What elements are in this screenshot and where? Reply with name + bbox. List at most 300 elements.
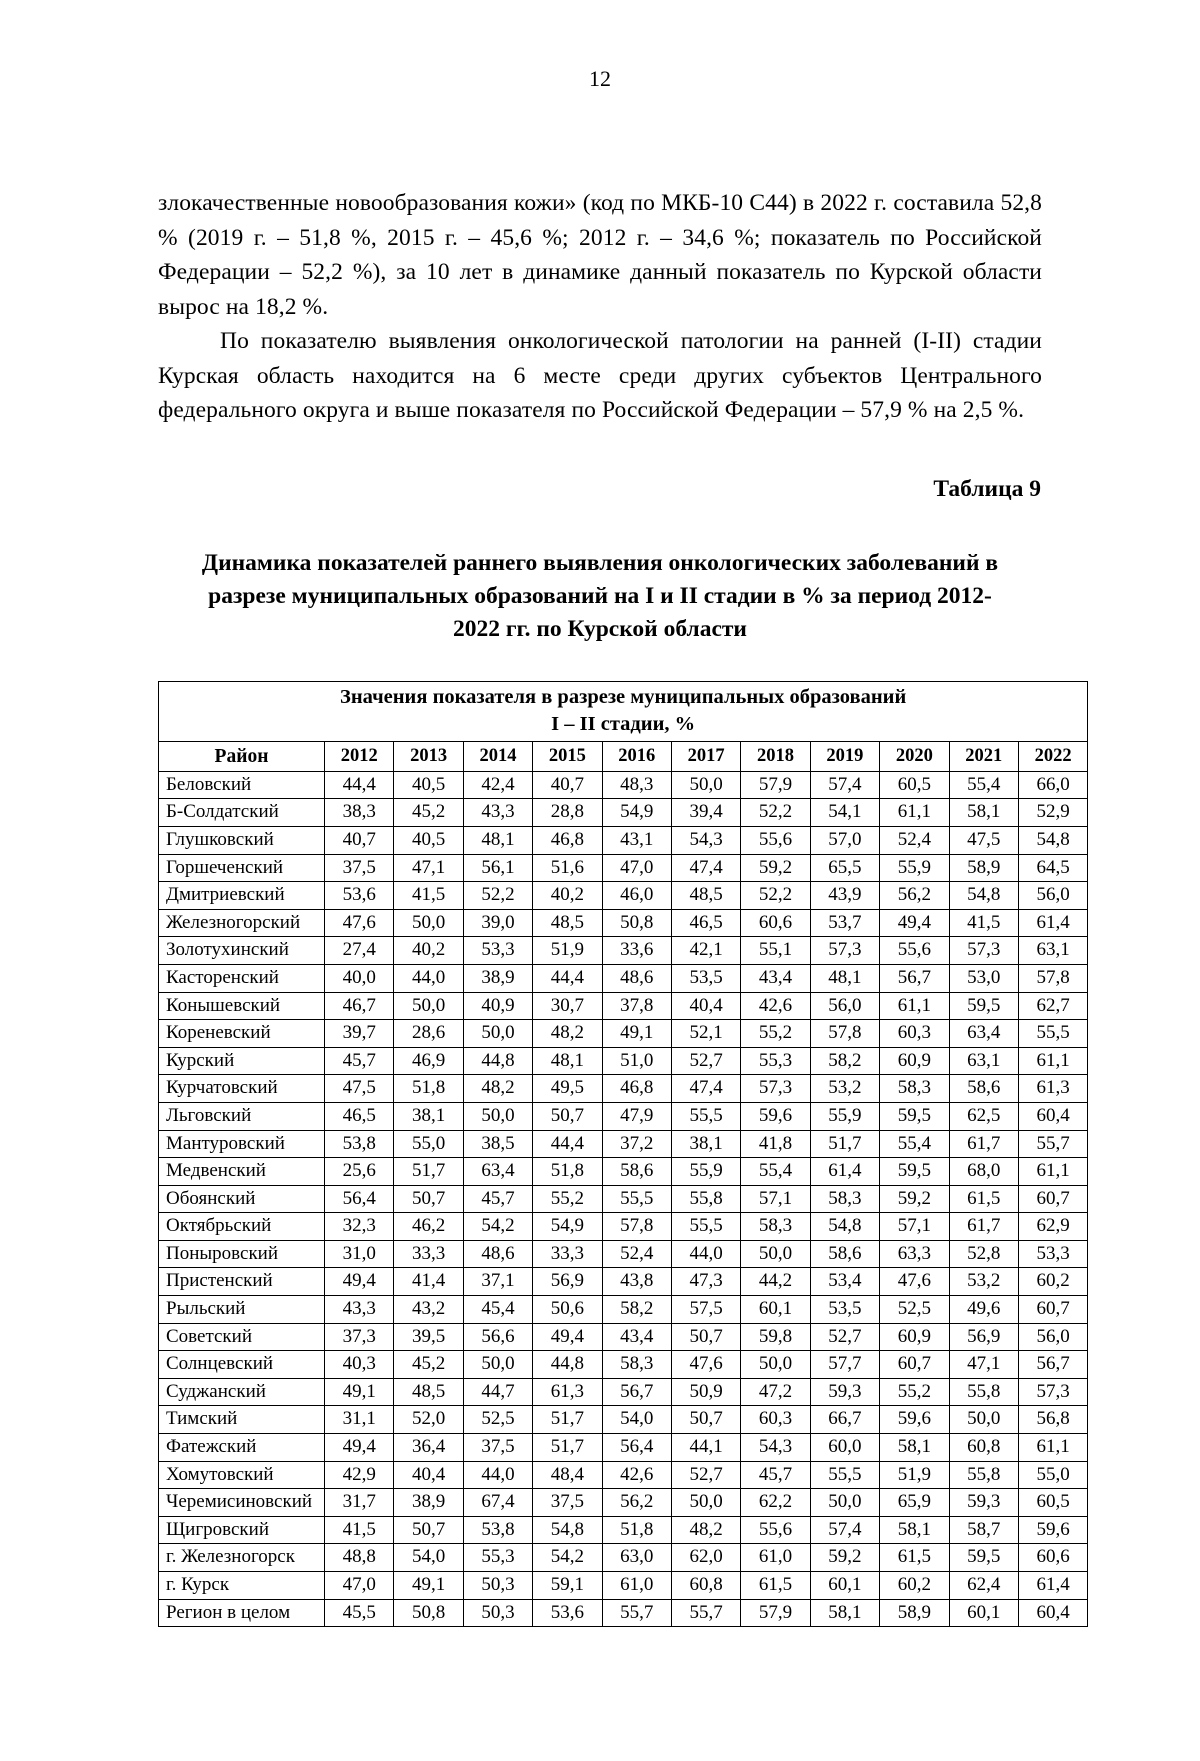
cell-value: 48,4 [533, 1461, 602, 1489]
cell-value: 50,9 [671, 1378, 740, 1406]
cell-value: 58,1 [949, 799, 1018, 827]
document-page [0, 68, 1200, 1761]
cell-value: 45,7 [741, 1461, 810, 1489]
cell-value: 33,6 [602, 937, 671, 965]
table-row [159, 1434, 1088, 1462]
cell-value: 52,7 [671, 1461, 740, 1489]
cell-value: 60,3 [880, 1020, 949, 1048]
cell-value: 61,4 [810, 1158, 879, 1186]
table-row [159, 1489, 1088, 1517]
cell-value: 48,2 [671, 1516, 740, 1544]
cell-value: 59,5 [949, 992, 1018, 1020]
cell-value: 48,6 [602, 964, 671, 992]
cell-value: 52,1 [671, 1020, 740, 1048]
cell-value: 58,3 [810, 1185, 879, 1213]
cell-value: 43,2 [394, 1296, 463, 1324]
cell-value: 50,8 [394, 1599, 463, 1627]
cell-value: 60,2 [880, 1572, 949, 1600]
table-row [159, 1158, 1088, 1186]
cell-value: 56,0 [1018, 1323, 1087, 1351]
cell-value: 50,3 [463, 1599, 532, 1627]
column-header-2015: 2015 [533, 741, 602, 771]
cell-value: 48,5 [394, 1378, 463, 1406]
cell-value: 49,4 [325, 1268, 394, 1296]
column-header-2018: 2018 [741, 741, 810, 771]
cell-value: 37,8 [602, 992, 671, 1020]
cell-value: 49,1 [602, 1020, 671, 1048]
row-label: Льговский [159, 1102, 325, 1130]
cell-value: 55,2 [880, 1378, 949, 1406]
paragraph-2: По показателю выявления онкологической патологии на ранней (I-II) стадии Курская область находится на 6 месте среди других субъектов Центрального федерального округа и выше показателя по Российской Федерации – 57,9 % на 2,5 %. [158, 328, 1042, 424]
cell-value: 38,3 [325, 799, 394, 827]
cell-value: 40,5 [394, 826, 463, 854]
row-label: Фатежский [159, 1434, 325, 1462]
cell-value: 40,5 [394, 771, 463, 799]
table-row [159, 1378, 1088, 1406]
cell-value: 48,2 [533, 1020, 602, 1048]
row-label: Курский [159, 1047, 325, 1075]
cell-value: 54,8 [1018, 826, 1087, 854]
cell-value: 61,4 [1018, 1572, 1087, 1600]
cell-value: 58,2 [810, 1047, 879, 1075]
cell-value: 50,7 [533, 1102, 602, 1130]
cell-value: 40,2 [533, 882, 602, 910]
cell-value: 57,8 [602, 1213, 671, 1241]
cell-value: 56,6 [463, 1323, 532, 1351]
cell-value: 61,3 [533, 1378, 602, 1406]
cell-value: 60,1 [949, 1599, 1018, 1627]
row-label: Советский [159, 1323, 325, 1351]
cell-value: 52,4 [880, 826, 949, 854]
cell-value: 65,5 [810, 854, 879, 882]
cell-value: 41,4 [394, 1268, 463, 1296]
cell-value: 53,5 [671, 964, 740, 992]
cell-value: 57,5 [671, 1296, 740, 1324]
cell-value: 50,0 [463, 1102, 532, 1130]
cell-value: 53,2 [949, 1268, 1018, 1296]
cell-value: 43,3 [463, 799, 532, 827]
cell-value: 60,9 [880, 1047, 949, 1075]
cell-value: 40,4 [394, 1461, 463, 1489]
table-row [159, 1213, 1088, 1241]
row-label: Поныровский [159, 1240, 325, 1268]
cell-value: 56,9 [533, 1268, 602, 1296]
cell-value: 46,0 [602, 882, 671, 910]
cell-value: 59,5 [949, 1544, 1018, 1572]
row-label: г. Курск [159, 1572, 325, 1600]
cell-value: 61,5 [880, 1544, 949, 1572]
cell-value: 57,9 [741, 1599, 810, 1627]
cell-value: 44,4 [325, 771, 394, 799]
cell-value: 60,8 [671, 1572, 740, 1600]
cell-value: 56,7 [880, 964, 949, 992]
cell-value: 51,7 [394, 1158, 463, 1186]
cell-value: 44,2 [741, 1268, 810, 1296]
cell-value: 56,8 [1018, 1406, 1087, 1434]
column-header-2012: 2012 [325, 741, 394, 771]
row-label: Беловский [159, 771, 325, 799]
cell-value: 47,4 [671, 1075, 740, 1103]
cell-value: 59,2 [741, 854, 810, 882]
cell-value: 37,5 [533, 1489, 602, 1517]
cell-value: 55,7 [671, 1599, 740, 1627]
cell-value: 38,9 [394, 1489, 463, 1517]
cell-value: 49,4 [325, 1434, 394, 1462]
cell-value: 39,0 [463, 909, 532, 937]
cell-value: 51,7 [533, 1406, 602, 1434]
cell-value: 57,4 [810, 1516, 879, 1544]
cell-value: 52,5 [880, 1296, 949, 1324]
row-label: Дмитриевский [159, 882, 325, 910]
cell-value: 55,8 [949, 1378, 1018, 1406]
cell-value: 44,7 [463, 1378, 532, 1406]
cell-value: 55,4 [949, 771, 1018, 799]
cell-value: 55,2 [741, 1020, 810, 1048]
cell-value: 52,0 [394, 1406, 463, 1434]
cell-value: 52,2 [741, 882, 810, 910]
cell-value: 47,0 [325, 1572, 394, 1600]
cell-value: 40,9 [463, 992, 532, 1020]
row-label: г. Железногорск [159, 1544, 325, 1572]
row-label: Солнцевский [159, 1351, 325, 1379]
cell-value: 54,8 [533, 1516, 602, 1544]
cell-value: 53,8 [463, 1516, 532, 1544]
cell-value: 30,7 [533, 992, 602, 1020]
cell-value: 65,9 [880, 1489, 949, 1517]
cell-value: 63,4 [463, 1158, 532, 1186]
cell-value: 64,5 [1018, 854, 1087, 882]
cell-value: 58,7 [949, 1516, 1018, 1544]
cell-value: 37,5 [463, 1434, 532, 1462]
cell-value: 57,4 [810, 771, 879, 799]
cell-value: 53,3 [1018, 1240, 1087, 1268]
cell-value: 61,7 [949, 1130, 1018, 1158]
cell-value: 57,7 [810, 1351, 879, 1379]
cell-value: 53,0 [949, 964, 1018, 992]
cell-value: 55,7 [602, 1599, 671, 1627]
cell-value: 38,1 [394, 1102, 463, 1130]
cell-value: 60,2 [1018, 1268, 1087, 1296]
cell-value: 63,4 [949, 1020, 1018, 1048]
cell-value: 53,5 [810, 1296, 879, 1324]
cell-value: 55,1 [741, 937, 810, 965]
cell-value: 50,0 [671, 1489, 740, 1517]
row-label: Золотухинский [159, 937, 325, 965]
table-banner-row [159, 681, 1088, 741]
cell-value: 58,1 [810, 1599, 879, 1627]
cell-value: 54,0 [394, 1544, 463, 1572]
cell-value: 44,8 [463, 1047, 532, 1075]
table-row [159, 799, 1088, 827]
cell-value: 37,1 [463, 1268, 532, 1296]
cell-value: 58,1 [880, 1434, 949, 1462]
row-label: Хомутовский [159, 1461, 325, 1489]
cell-value: 53,6 [325, 882, 394, 910]
cell-value: 55,9 [671, 1158, 740, 1186]
column-header-2019: 2019 [810, 741, 879, 771]
cell-value: 45,7 [325, 1047, 394, 1075]
cell-value: 61,3 [1018, 1075, 1087, 1103]
cell-value: 37,2 [602, 1130, 671, 1158]
cell-value: 44,0 [394, 964, 463, 992]
cell-value: 55,6 [741, 826, 810, 854]
cell-value: 55,5 [810, 1461, 879, 1489]
cell-value: 55,6 [880, 937, 949, 965]
cell-value: 51,7 [533, 1434, 602, 1462]
cell-value: 61,0 [741, 1544, 810, 1572]
table-title: Динамика показателей раннего выявления онкологических заболеваний в разрезе муниципальных образований на I и II стадии в % за период 2012-2022 гг. по Курской области [201, 549, 999, 643]
table-row [159, 1544, 1088, 1572]
cell-value: 55,8 [949, 1461, 1018, 1489]
cell-value: 54,9 [602, 799, 671, 827]
table-row [159, 1461, 1088, 1489]
row-label: Пристенский [159, 1268, 325, 1296]
cell-value: 47,6 [880, 1268, 949, 1296]
cell-value: 45,7 [463, 1185, 532, 1213]
cell-value: 46,9 [394, 1047, 463, 1075]
cell-value: 66,7 [810, 1406, 879, 1434]
page-number: 12 [589, 66, 611, 91]
cell-value: 57,8 [1018, 964, 1087, 992]
cell-value: 43,3 [325, 1296, 394, 1324]
cell-value: 42,1 [671, 937, 740, 965]
cell-value: 56,1 [463, 854, 532, 882]
cell-value: 44,0 [463, 1461, 532, 1489]
cell-value: 58,1 [880, 1516, 949, 1544]
cell-value: 46,8 [533, 826, 602, 854]
row-label: Курчатовский [159, 1075, 325, 1103]
cell-value: 52,4 [602, 1240, 671, 1268]
table-row [159, 964, 1088, 992]
cell-value: 46,5 [325, 1102, 394, 1130]
cell-value: 38,5 [463, 1130, 532, 1158]
cell-value: 28,8 [533, 799, 602, 827]
cell-value: 43,8 [602, 1268, 671, 1296]
table-row [159, 1572, 1088, 1600]
cell-value: 47,2 [741, 1378, 810, 1406]
column-header-2022: 2022 [1018, 741, 1087, 771]
cell-value: 50,0 [810, 1489, 879, 1517]
cell-value: 61,5 [741, 1572, 810, 1600]
cell-value: 61,1 [1018, 1434, 1087, 1462]
cell-value: 59,5 [880, 1158, 949, 1186]
table-row [159, 882, 1088, 910]
cell-value: 43,1 [602, 826, 671, 854]
cell-value: 50,0 [741, 1351, 810, 1379]
cell-value: 40,4 [671, 992, 740, 1020]
column-header-2016: 2016 [602, 741, 671, 771]
cell-value: 51,8 [394, 1075, 463, 1103]
cell-value: 52,7 [810, 1323, 879, 1351]
cell-value: 54,0 [602, 1406, 671, 1434]
cell-value: 40,2 [394, 937, 463, 965]
cell-value: 55,0 [394, 1130, 463, 1158]
cell-value: 56,0 [1018, 882, 1087, 910]
table-row [159, 826, 1088, 854]
cell-value: 61,1 [1018, 1158, 1087, 1186]
cell-value: 60,0 [810, 1434, 879, 1462]
cell-value: 47,4 [671, 854, 740, 882]
cell-value: 57,1 [741, 1185, 810, 1213]
cell-value: 62,4 [949, 1572, 1018, 1600]
table-header-row [159, 741, 1088, 771]
cell-value: 50,8 [602, 909, 671, 937]
cell-value: 47,5 [325, 1075, 394, 1103]
cell-value: 43,4 [602, 1323, 671, 1351]
cell-value: 44,4 [533, 1130, 602, 1158]
cell-value: 41,8 [741, 1130, 810, 1158]
cell-value: 58,6 [949, 1075, 1018, 1103]
cell-value: 55,9 [880, 854, 949, 882]
cell-value: 57,8 [810, 1020, 879, 1048]
cell-value: 55,5 [671, 1102, 740, 1130]
row-label: Рыльский [159, 1296, 325, 1324]
table-row [159, 1406, 1088, 1434]
table-banner-cell [159, 681, 1088, 741]
cell-value: 60,3 [741, 1406, 810, 1434]
cell-value: 38,1 [671, 1130, 740, 1158]
cell-value: 60,7 [880, 1351, 949, 1379]
cell-value: 53,8 [325, 1130, 394, 1158]
cell-value: 52,9 [1018, 799, 1087, 827]
cell-value: 61,1 [1018, 1047, 1087, 1075]
cell-value: 41,5 [325, 1516, 394, 1544]
cell-value: 44,4 [533, 964, 602, 992]
cell-value: 59,8 [741, 1323, 810, 1351]
table-row [159, 1185, 1088, 1213]
cell-value: 47,0 [602, 854, 671, 882]
cell-value: 49,6 [949, 1296, 1018, 1324]
table-row [159, 1075, 1088, 1103]
table-body [159, 771, 1088, 1626]
cell-value: 44,1 [671, 1434, 740, 1462]
cell-value: 51,9 [533, 937, 602, 965]
cell-value: 43,4 [741, 964, 810, 992]
cell-value: 53,2 [810, 1075, 879, 1103]
cell-value: 54,2 [463, 1213, 532, 1241]
cell-value: 40,3 [325, 1351, 394, 1379]
row-label: Конышевский [159, 992, 325, 1020]
cell-value: 55,5 [1018, 1020, 1087, 1048]
cell-value: 48,3 [602, 771, 671, 799]
cell-value: 59,3 [810, 1378, 879, 1406]
cell-value: 56,4 [602, 1434, 671, 1462]
cell-value: 50,6 [533, 1296, 602, 1324]
row-label: Глушковский [159, 826, 325, 854]
cell-value: 62,7 [1018, 992, 1087, 1020]
table-row [159, 1240, 1088, 1268]
cell-value: 52,2 [741, 799, 810, 827]
cell-value: 38,9 [463, 964, 532, 992]
cell-value: 32,3 [325, 1213, 394, 1241]
cell-value: 25,6 [325, 1158, 394, 1186]
table-row [159, 1102, 1088, 1130]
cell-value: 39,7 [325, 1020, 394, 1048]
cell-value: 39,5 [394, 1323, 463, 1351]
cell-value: 54,2 [533, 1544, 602, 1572]
cell-value: 60,1 [741, 1296, 810, 1324]
cell-value: 57,3 [949, 937, 1018, 965]
cell-value: 57,3 [810, 937, 879, 965]
cell-value: 55,0 [1018, 1461, 1087, 1489]
cell-value: 50,0 [463, 1020, 532, 1048]
table-row [159, 1351, 1088, 1379]
cell-value: 44,8 [533, 1351, 602, 1379]
cell-value: 47,3 [671, 1268, 740, 1296]
cell-value: 31,1 [325, 1406, 394, 1434]
cell-value: 60,5 [1018, 1489, 1087, 1517]
cell-value: 45,2 [394, 1351, 463, 1379]
cell-value: 49,4 [533, 1323, 602, 1351]
cell-value: 60,7 [1018, 1296, 1087, 1324]
paragraph-1: злокачественные новообразования кожи» (код по МКБ-10 С44) в 2022 г. составила 52,8 % (2019 г. – 51,8 %, 2015 г. – 45,6 %; 2012 г. – 34,6 %; показатель по Российской Федерации – 52,2 %), за 10 лет в динамике данный показатель по Курской области вырос на 18,2 %. [158, 190, 1042, 320]
cell-value: 68,0 [949, 1158, 1018, 1186]
row-label: Обоянский [159, 1185, 325, 1213]
table-head [159, 681, 1088, 771]
column-header-rayon: Район [159, 741, 325, 771]
row-label: Черемисиновский [159, 1489, 325, 1517]
cell-value: 52,5 [463, 1406, 532, 1434]
cell-value: 42,9 [325, 1461, 394, 1489]
cell-value: 27,4 [325, 937, 394, 965]
table-row [159, 854, 1088, 882]
cell-value: 51,6 [533, 854, 602, 882]
banner-line-2: I – II стадии, % [551, 712, 696, 735]
cell-value: 45,4 [463, 1296, 532, 1324]
cell-value: 55,6 [741, 1516, 810, 1544]
cell-value: 41,5 [949, 909, 1018, 937]
cell-value: 45,5 [325, 1599, 394, 1627]
cell-value: 59,1 [533, 1572, 602, 1600]
cell-value: 55,8 [671, 1185, 740, 1213]
cell-value: 46,2 [394, 1213, 463, 1241]
column-header-2020: 2020 [880, 741, 949, 771]
cell-value: 48,1 [810, 964, 879, 992]
cell-value: 42,6 [602, 1461, 671, 1489]
cell-value: 50,3 [463, 1572, 532, 1600]
cell-value: 50,0 [671, 771, 740, 799]
column-header-2021: 2021 [949, 741, 1018, 771]
row-label: Кореневский [159, 1020, 325, 1048]
cell-value: 55,4 [741, 1158, 810, 1186]
cell-value: 63,3 [880, 1240, 949, 1268]
cell-value: 53,4 [810, 1268, 879, 1296]
cell-value: 41,5 [394, 882, 463, 910]
cell-value: 63,0 [602, 1544, 671, 1572]
cell-value: 54,3 [741, 1434, 810, 1462]
cell-value: 49,5 [533, 1075, 602, 1103]
table-row [159, 1516, 1088, 1544]
cell-value: 49,4 [880, 909, 949, 937]
cell-value: 40,7 [533, 771, 602, 799]
cell-value: 42,4 [463, 771, 532, 799]
cell-value: 58,6 [602, 1158, 671, 1186]
cell-value: 60,8 [949, 1434, 1018, 1462]
cell-value: 51,7 [810, 1130, 879, 1158]
cell-value: 61,1 [880, 799, 949, 827]
cell-value: 60,6 [1018, 1544, 1087, 1572]
cell-value: 33,3 [533, 1240, 602, 1268]
cell-value: 62,2 [741, 1489, 810, 1517]
table-row [159, 1047, 1088, 1075]
cell-value: 50,7 [394, 1516, 463, 1544]
table-label: Таблица 9 [933, 475, 1041, 502]
cell-value: 46,8 [602, 1075, 671, 1103]
cell-value: 31,7 [325, 1489, 394, 1517]
cell-value: 45,2 [394, 799, 463, 827]
cell-value: 51,8 [602, 1516, 671, 1544]
cell-value: 59,2 [810, 1544, 879, 1572]
